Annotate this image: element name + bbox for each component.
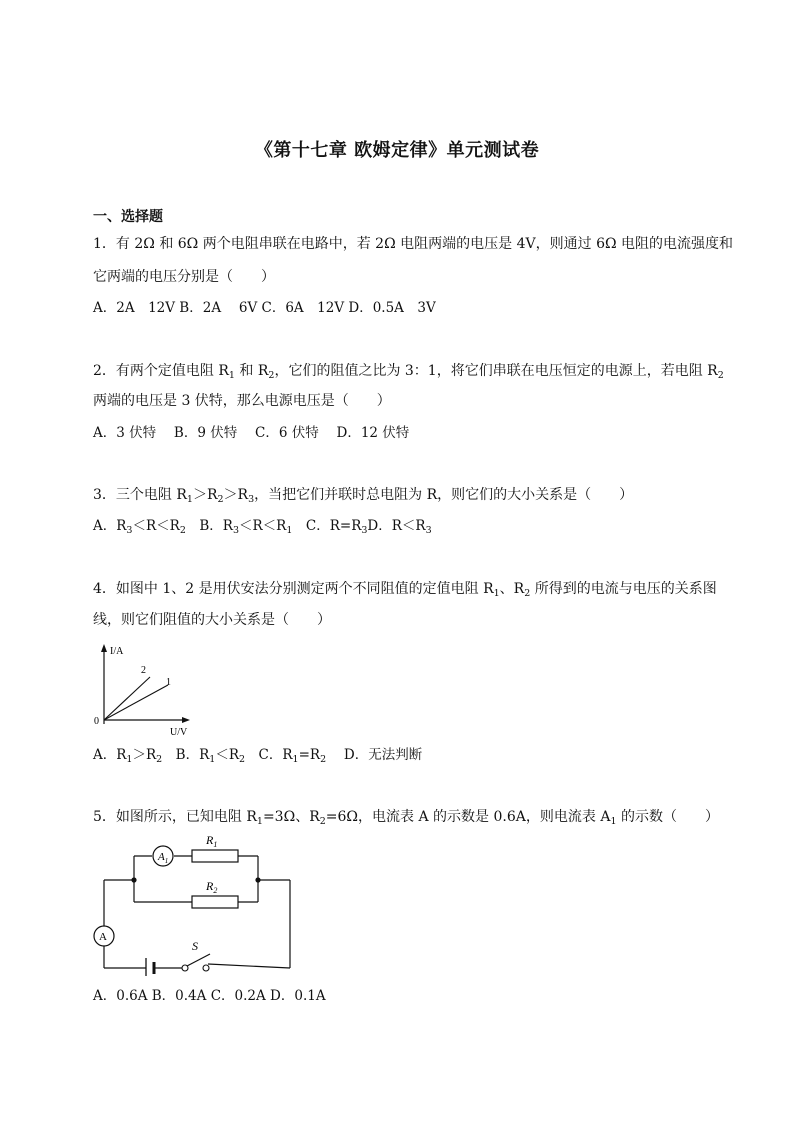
q4-opt-a-rest: ＞R bbox=[132, 747, 157, 763]
q3-opt-d-sub: 3 bbox=[425, 525, 432, 536]
ammeter-a-label: A bbox=[99, 931, 107, 943]
q3-opt-b-sub-1: 3 bbox=[232, 525, 239, 536]
r2-label bbox=[205, 879, 217, 895]
q4-opt-b-rest: ＜R bbox=[215, 747, 239, 763]
question-1-line-1: 1．有 2Ω 和 6Ω 两个电阻串联在电路中，若 2Ω 电阻两端的电压是 4V，则通过 6Ω 电阻的电流强度和 bbox=[93, 236, 734, 252]
q3-sub-3: 3 bbox=[248, 494, 255, 505]
q4-opt-a: A．R bbox=[93, 747, 127, 763]
q5-sub-2: 2 bbox=[319, 816, 326, 827]
ammeter-a1-label bbox=[157, 851, 168, 865]
r1-sub: 1 bbox=[213, 840, 218, 849]
q4-opt-a-sub-2: 2 bbox=[156, 754, 163, 765]
question-5-options: A．0.6A B．0.4A C．0.2A D．0.1A bbox=[93, 988, 326, 1004]
q4-opt-c-rest: =R bbox=[298, 747, 321, 763]
question-2-line-2: 两端的电压是 3 伏特，那么电源电压是（ ） bbox=[93, 393, 391, 409]
q3-opt-a-sub-2: 2 bbox=[179, 525, 186, 536]
question-1-options: A．2A 12V B．2A 6V C．6A 12V D．0.5A 3V bbox=[93, 300, 436, 316]
graph-line-2-label: 2 bbox=[141, 665, 146, 676]
q4-opt-b-sub-1: 1 bbox=[209, 754, 216, 765]
circuit-diagram bbox=[86, 826, 306, 976]
question-3-line-1 bbox=[93, 485, 633, 505]
switch-contact-right-icon bbox=[203, 965, 209, 971]
q5-sub-1: 1 bbox=[256, 816, 263, 827]
q4-sub-1: 1 bbox=[493, 588, 500, 599]
r2-sub: 2 bbox=[213, 886, 218, 895]
section-heading: 一、选择题 bbox=[93, 209, 163, 225]
q3-sub-1: 1 bbox=[186, 494, 193, 505]
r2-letter: R bbox=[206, 879, 214, 893]
q3-text-a: 3．三个电阻 R bbox=[93, 487, 187, 503]
q3-opt-a-sub-1: 3 bbox=[126, 525, 133, 536]
q5-text-b: =3Ω、R bbox=[262, 809, 320, 825]
switch-label: S bbox=[192, 939, 198, 953]
switch-lever bbox=[187, 954, 210, 966]
q5-text-c: =6Ω，电流表 A 的示数是 0.6A，则电流表 A bbox=[325, 809, 611, 825]
resistor-r1 bbox=[192, 850, 238, 862]
x-axis-arrow-icon bbox=[182, 717, 190, 723]
question-1-line-2: 它两端的电压分别是（ ） bbox=[93, 269, 275, 285]
q2-text-a: 2．有两个定值电阻 R bbox=[93, 363, 229, 379]
q2-text-b: 和 R bbox=[234, 363, 269, 379]
q5-sub-3: 1 bbox=[610, 816, 617, 827]
q3-sub-2: 2 bbox=[217, 494, 224, 505]
q3-text-c: ＞R bbox=[223, 487, 249, 503]
q3-text-b: ＞R bbox=[192, 487, 218, 503]
question-4-line-2: 线，则它们阻值的大小关系是（ ） bbox=[93, 612, 331, 628]
junction-left-icon bbox=[131, 877, 136, 882]
question-4-options bbox=[93, 745, 422, 765]
q4-opt-b: B．R bbox=[162, 747, 210, 763]
q4-opt-b-sub-2: 2 bbox=[239, 754, 246, 765]
q4-opt-c-sub-2: 2 bbox=[320, 754, 327, 765]
question-3-options bbox=[93, 516, 432, 536]
q3-opt-b-sub-2: 1 bbox=[286, 525, 293, 536]
q2-sub-2: 2 bbox=[268, 370, 275, 381]
q4-opt-a-sub-1: 1 bbox=[126, 754, 133, 765]
a1-letter: A bbox=[158, 851, 165, 863]
question-2-options: A．3 伏特 B．9 伏特 C．6 伏特 D．12 伏特 bbox=[93, 425, 410, 441]
a1-sub: 1 bbox=[164, 857, 169, 865]
q4-opt-d: D．无法判断 bbox=[326, 747, 423, 763]
junction-right-icon bbox=[255, 877, 260, 882]
q4-text-a: 4．如图中 1、2 是用伏安法分别测定两个不同阻值的定值电阻 R bbox=[93, 581, 494, 597]
graph-x-label: U/V bbox=[170, 727, 188, 738]
iu-graph bbox=[90, 640, 200, 740]
q5-text-a: 5．如图所示，已知电阻 R bbox=[93, 809, 257, 825]
resistor-r2 bbox=[192, 896, 238, 908]
q2-sub-1: 1 bbox=[228, 370, 235, 381]
q5-text-d: 的示数（ ） bbox=[616, 809, 719, 825]
q2-sub-3: 2 bbox=[717, 370, 724, 381]
q3-opt-a-rest: ＜R＜R bbox=[132, 518, 180, 534]
page-title: 《第十七章 欧姆定律》单元测试卷 bbox=[254, 140, 540, 161]
question-5-line-1 bbox=[93, 807, 719, 827]
graph-line-1-label: 1 bbox=[166, 677, 171, 688]
q3-opt-c: C．R=R bbox=[292, 518, 362, 534]
q4-text-c: 所得到的电流与电压的关系图 bbox=[530, 581, 717, 597]
q4-sub-2: 2 bbox=[524, 588, 531, 599]
q3-text-d: ，当把它们并联时总电阻为 R，则它们的大小关系是（ ） bbox=[254, 487, 634, 503]
graph-origin-label: 0 bbox=[94, 716, 99, 727]
r1-label bbox=[205, 833, 217, 849]
q2-text-c: ，它们的阻值之比为 3：1，将它们串联在电压恒定的电源上，若电阻 R bbox=[274, 363, 718, 379]
y-axis-arrow-icon bbox=[101, 644, 107, 652]
q3-opt-d: D．R＜R bbox=[367, 518, 426, 534]
q4-opt-c: C．R bbox=[245, 747, 293, 763]
q4-opt-c-sub-1: 1 bbox=[292, 754, 299, 765]
q3-opt-b: B．R bbox=[185, 518, 233, 534]
question-4-line-1 bbox=[93, 579, 717, 599]
q4-text-b: 、R bbox=[499, 581, 525, 597]
q3-opt-b-rest: ＜R＜R bbox=[239, 518, 287, 534]
q3-opt-c-sub: 3 bbox=[361, 525, 368, 536]
q3-opt-a: A．R bbox=[93, 518, 127, 534]
question-2-line-1 bbox=[93, 361, 724, 381]
r1-letter: R bbox=[206, 833, 214, 847]
graph-y-label: I/A bbox=[110, 646, 124, 657]
